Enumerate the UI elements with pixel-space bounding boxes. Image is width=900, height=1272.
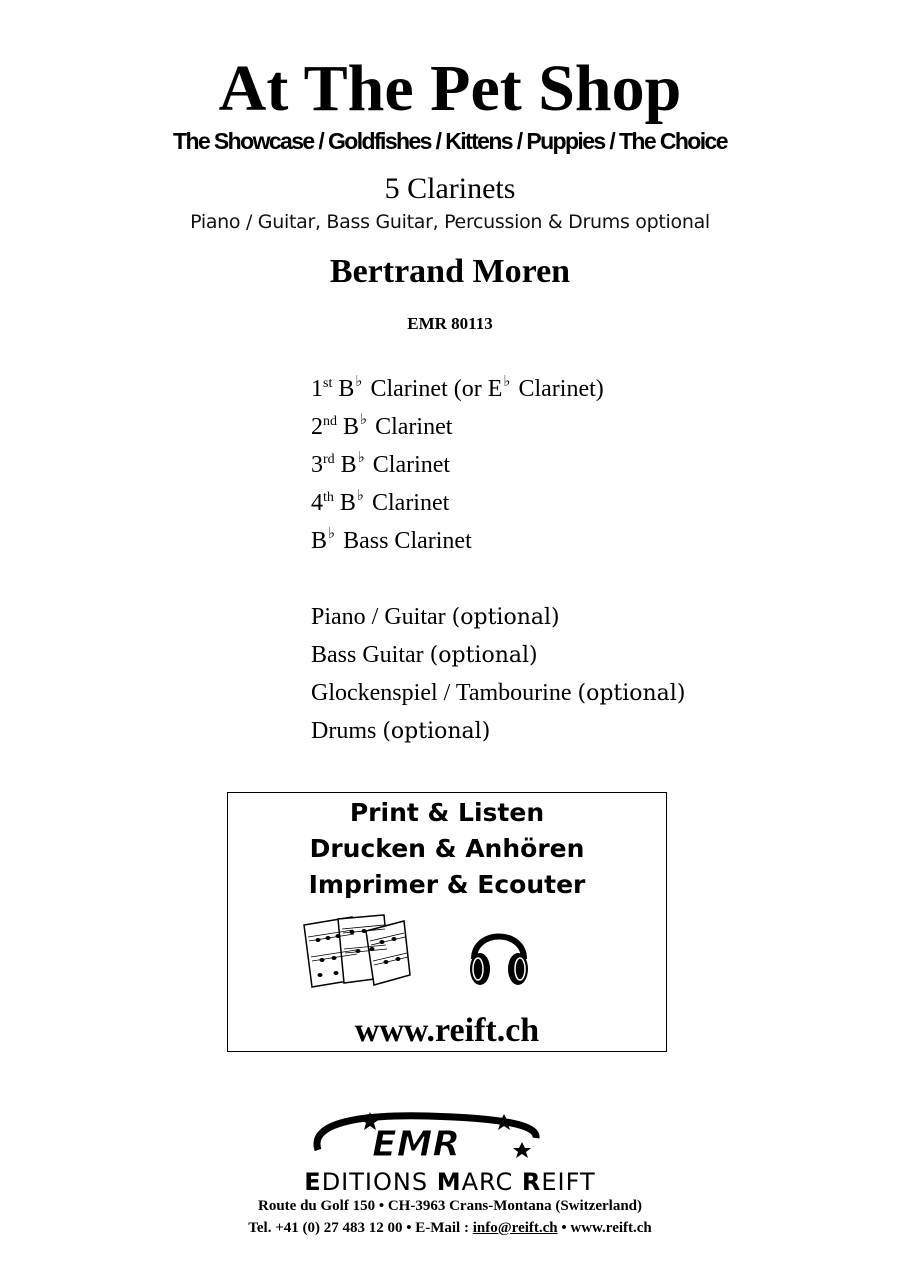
part-item: 1st B♭ Clarinet (or E♭ Clarinet) bbox=[311, 374, 604, 402]
publisher-contact: Tel. +41 (0) 27 483 12 00 • E-Mail : info@reift.ch • www.reift.ch bbox=[248, 1220, 652, 1236]
flat-symbol: ♭ bbox=[503, 374, 511, 390]
instrumentation: 5 Clarinets bbox=[384, 172, 516, 205]
page-title: At The Pet Shop bbox=[218, 52, 682, 125]
print-listen-box bbox=[227, 792, 667, 1052]
emr-logo-icon bbox=[308, 1108, 548, 1166]
email-link[interactable]: info@reift.ch bbox=[472, 1220, 558, 1236]
movement-list: The Showcase / Goldfishes / Kittens / Puppies / The Choice bbox=[173, 128, 727, 154]
flat-symbol: ♭ bbox=[357, 450, 365, 466]
optional-parts-list bbox=[311, 598, 791, 750]
website-link[interactable]: www.reift.ch bbox=[354, 1012, 540, 1049]
publisher-address: Route du Golf 150 • CH-3963 Crans-Montana (Switzerland) bbox=[258, 1198, 642, 1214]
optional-instruments-line: Piano / Guitar, Bass Guitar, Percussion & Drums optional bbox=[190, 211, 710, 233]
part-item: 2nd B♭ Clarinet bbox=[311, 412, 453, 440]
optional-part-item: Bass Guitar (optional) bbox=[311, 642, 538, 668]
composer-name: Bertrand Moren bbox=[329, 253, 571, 290]
publisher-name: EDITIONS MARC REIFT bbox=[304, 1168, 596, 1196]
headphones-icon bbox=[466, 919, 532, 991]
catalog-number: EMR 80113 bbox=[407, 314, 493, 333]
promo-line-french: Imprimer & Ecouter bbox=[308, 870, 586, 899]
parts-list bbox=[311, 370, 731, 560]
optional-part-item: Glockenspiel / Tambourine (optional) bbox=[311, 680, 686, 706]
flat-symbol: ♭ bbox=[355, 374, 363, 390]
logo-text: EMR bbox=[372, 1124, 461, 1165]
promo-line-english: Print & Listen bbox=[349, 798, 545, 827]
part-item: B♭ Bass Clarinet bbox=[311, 526, 472, 554]
optional-part-item: Drums (optional) bbox=[311, 718, 491, 744]
part-item: 3rd B♭ Clarinet bbox=[311, 450, 451, 478]
promo-line-german: Drucken & Anhören bbox=[309, 834, 585, 863]
optional-part-item: Piano / Guitar (optional) bbox=[311, 604, 560, 630]
sheet-music-icon bbox=[300, 913, 412, 993]
flat-symbol: ♭ bbox=[328, 526, 336, 542]
flat-symbol: ♭ bbox=[360, 412, 368, 428]
flat-symbol: ♭ bbox=[356, 488, 364, 504]
part-item: 4th B♭ Clarinet bbox=[311, 488, 450, 516]
